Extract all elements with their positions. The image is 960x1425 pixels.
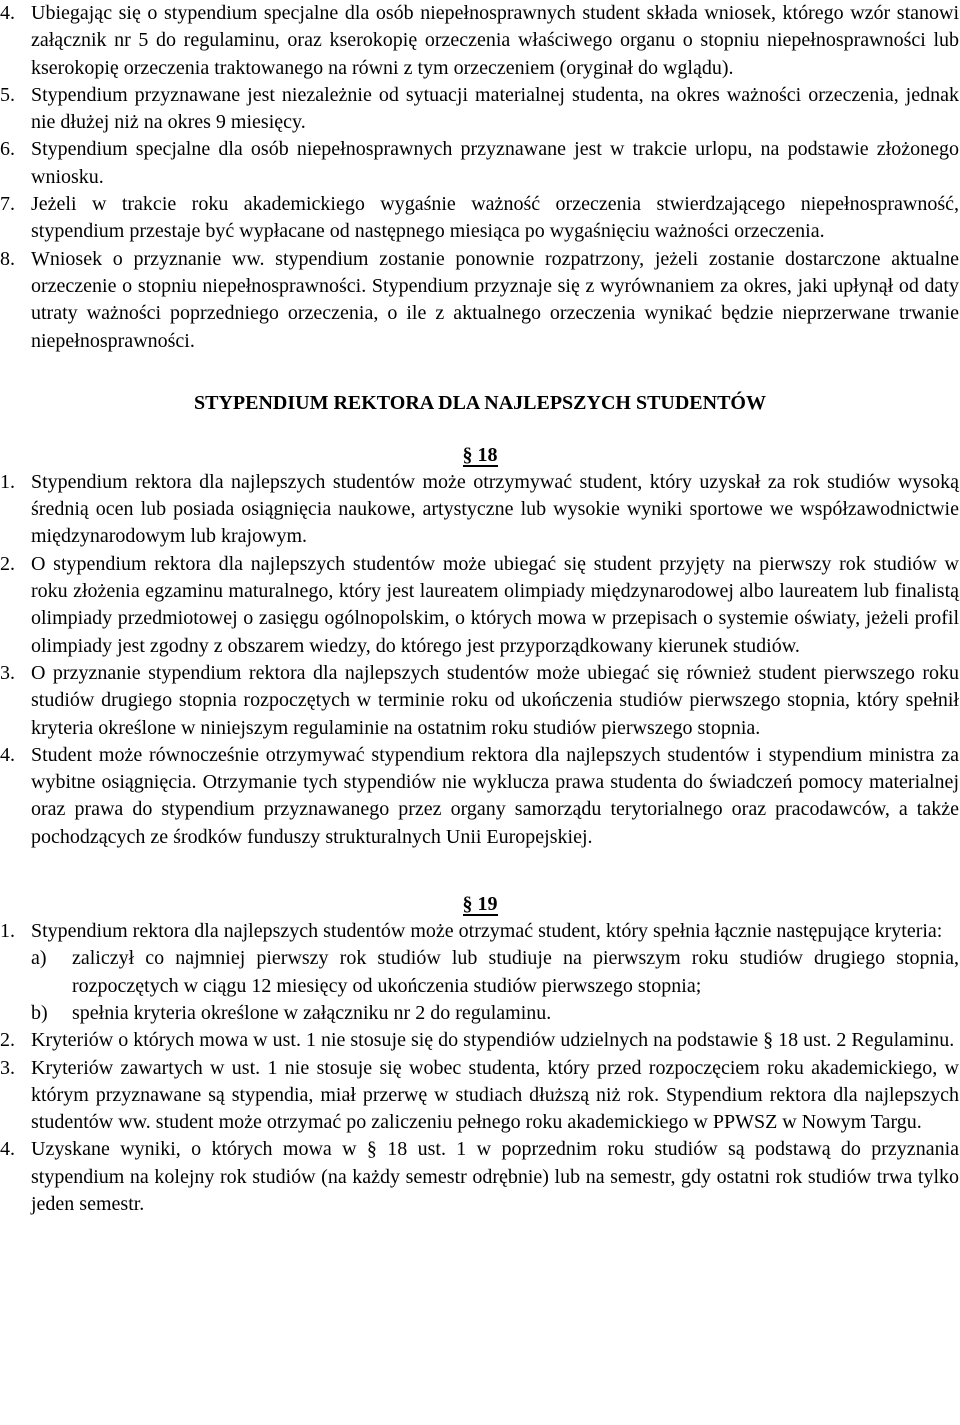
list-item <box>0 742 960 851</box>
item-number: 4. <box>0 1138 15 1161</box>
list-item <box>0 0 960 82</box>
list-item <box>0 1027 960 1054</box>
list-item <box>0 551 960 660</box>
paragraph-sign-text: § 18 <box>462 443 498 466</box>
list-item <box>0 469 960 551</box>
intro-items <box>0 0 960 355</box>
item-text: Kryteriów o których mowa w ust. 1 nie stosuje się do stypendiów udzielnych na podstawie § 18 ust. 2 Regulaminu. <box>31 1029 955 1052</box>
sub-list-item <box>31 1000 960 1027</box>
item-number: 2. <box>0 1029 15 1052</box>
item-number: 1. <box>0 470 15 493</box>
paragraph-sign-text: § 19 <box>462 893 498 916</box>
list-item <box>0 246 960 355</box>
item-text: O przyznanie stypendium rektora dla najlepszych studentów może ubiegać się również student pierwszego roku studiów drugiego stopnia rozpoczętych w terminie roku od ukończenia studiów pierwszego stopnia, który spełnił kryteria określone w niniejszym regulaminie na ostatnim roku studiów pierwszego stopnia. <box>31 661 959 739</box>
sub-item-text: zaliczył co najmniej pierwszy rok studiów lub studiuje na pierwszym roku studiów drugiego stopnia, rozpoczętych w ciągu 12 miesięcy od ukończenia studiów pierwszego stopnia; <box>72 947 959 997</box>
item-text: Stypendium specjalne dla osób niepełnosprawnych przyznawane jest w trakcie urlopu, na podstawie złożonego wniosku. <box>31 138 959 188</box>
item-text: Wniosek o przyznanie ww. stypendium zostanie ponownie rozpatrzony, jeżeli zostanie dostarczone aktualne orzeczenie o stopniu niepełnosprawności. Stypendium przyznaje się z wyrównaniem za okres, jaki upłynął od daty utraty ważności poprzedniego orzeczenia, o ile z aktualnego orzeczenia wynikać będzie nieprzerwane trwanie niepełnosprawności. <box>31 247 959 352</box>
section-heading: STYPENDIUM REKTORA DLA NAJLEPSZYCH STUDENTÓW <box>194 391 766 414</box>
sub-item-letter: a) <box>31 947 47 970</box>
paragraph-sign-19 <box>0 891 960 918</box>
section-18-items <box>0 469 960 851</box>
item-number: 4. <box>0 743 15 766</box>
item-number: 1. <box>0 920 15 943</box>
list-item <box>0 191 960 246</box>
item-number: 2. <box>0 552 15 575</box>
item-number: 5. <box>0 83 15 106</box>
item-text: Student może równocześnie otrzymywać stypendium rektora dla najlepszych studentów i stypendium ministra za wybitne osiągnięcia. Otrzymanie tych stypendiów nie wyklucza prawa studenta do świadczeń pomocy materialnej oraz prawa do stypendium przyznawanego przez organy samorządu terytorialnego oraz pracodawców, a także pochodzących ze środków funduszy strukturalnych Unii Europejskiej. <box>31 743 959 848</box>
item-text: Ubiegając się o stypendium specjalne dla osób niepełnosprawnych student składa wniosek, którego wzór stanowi załącznik nr 5 do regulaminu, oraz kserokopię orzeczenia właściwego organu o stopniu niepełnosprawności lub kserokopię orzeczenia traktowanego na równi z tym orzeczeniem (oryginał do wglądu). <box>31 2 959 79</box>
item-number: 3. <box>0 1056 15 1079</box>
list-item <box>0 918 960 945</box>
list-item <box>0 660 960 742</box>
item-text: O stypendium rektora dla najlepszych studentów może ubiegać się student przyjęty na pierwszy rok studiów w roku złożenia egzaminu maturalnego, który jest laureatem olimpiady międzynarodowej albo laureatem lub finalistą olimpiady przedmiotowej o zasięgu ogólnopolskim, o których mowa w przepisach o systemie oświaty, jeżeli profil olimpiady jest zgodny z obszarem wiedzy, do którego jest przyporządkowany kierunek studiów. <box>31 552 959 657</box>
item-number: 8. <box>0 247 15 270</box>
item-number: 7. <box>0 193 15 216</box>
item-number: 6. <box>0 138 15 161</box>
list-item <box>0 136 960 191</box>
sub-list-item <box>31 945 960 1000</box>
paragraph-sign-18 <box>0 442 960 469</box>
list-item <box>0 1136 960 1218</box>
item-text: Stypendium rektora dla najlepszych studentów może otrzymywać student, który uzyskał za rok studiów wysoką średnią ocen lub posiada osiągnięcia naukowe, artystyczne lub wysokie wyniki sportowe we współzawodnictwie międzynarodowym lub krajowym. <box>31 470 959 548</box>
item-text: Uzyskane wyniki, o których mowa w § 18 ust. 1 w poprzednim roku studiów są podstawą do przyznania stypendium na kolejny rok studiów (na każdy semestr odrębnie) lub na semestr, gdy ostatni rok studiów trwa tylko jeden semestr. <box>31 1138 959 1215</box>
item-text: Jeżeli w trakcie roku akademickiego wygaśnie ważność orzeczenia stwierdzającego niepełnosprawność, stypendium przestaje być wypłacane od następnego miesiąca po wygaśnięciu ważności orzeczenia. <box>31 193 959 243</box>
sub-item-letter: b) <box>31 1001 48 1024</box>
sub-item-text: spełnia kryteria określone w załączniku nr 2 do regulaminu. <box>72 1001 552 1024</box>
item-text: Stypendium rektora dla najlepszych studentów może otrzymać student, który spełnia łącznie następujące kryteria: <box>31 920 943 943</box>
list-item <box>0 1055 960 1137</box>
item-number: 4. <box>0 2 15 24</box>
item-number: 3. <box>0 661 15 684</box>
item-text: Stypendium przyznawane jest niezależnie od sytuacji materialnej studenta, na okres ważności orzeczenia, jednak nie dłużej niż na okres 9 miesięcy. <box>31 83 959 134</box>
list-item <box>0 82 960 137</box>
section-19-items <box>0 918 960 1218</box>
item-text: Kryteriów zawartych w ust. 1 nie stosuje się wobec studenta, który przed rozpoczęciem roku akademickiego, w którym przyznawane są stypendia, miał przerwę w studiach dłuższą niż rok. Stypendium rektora dla najlepszych studentów ww. student może otrzymać po zaliczeniu pełnego roku akademickiego w PPWSZ w Nowym Targu. <box>31 1056 959 1134</box>
